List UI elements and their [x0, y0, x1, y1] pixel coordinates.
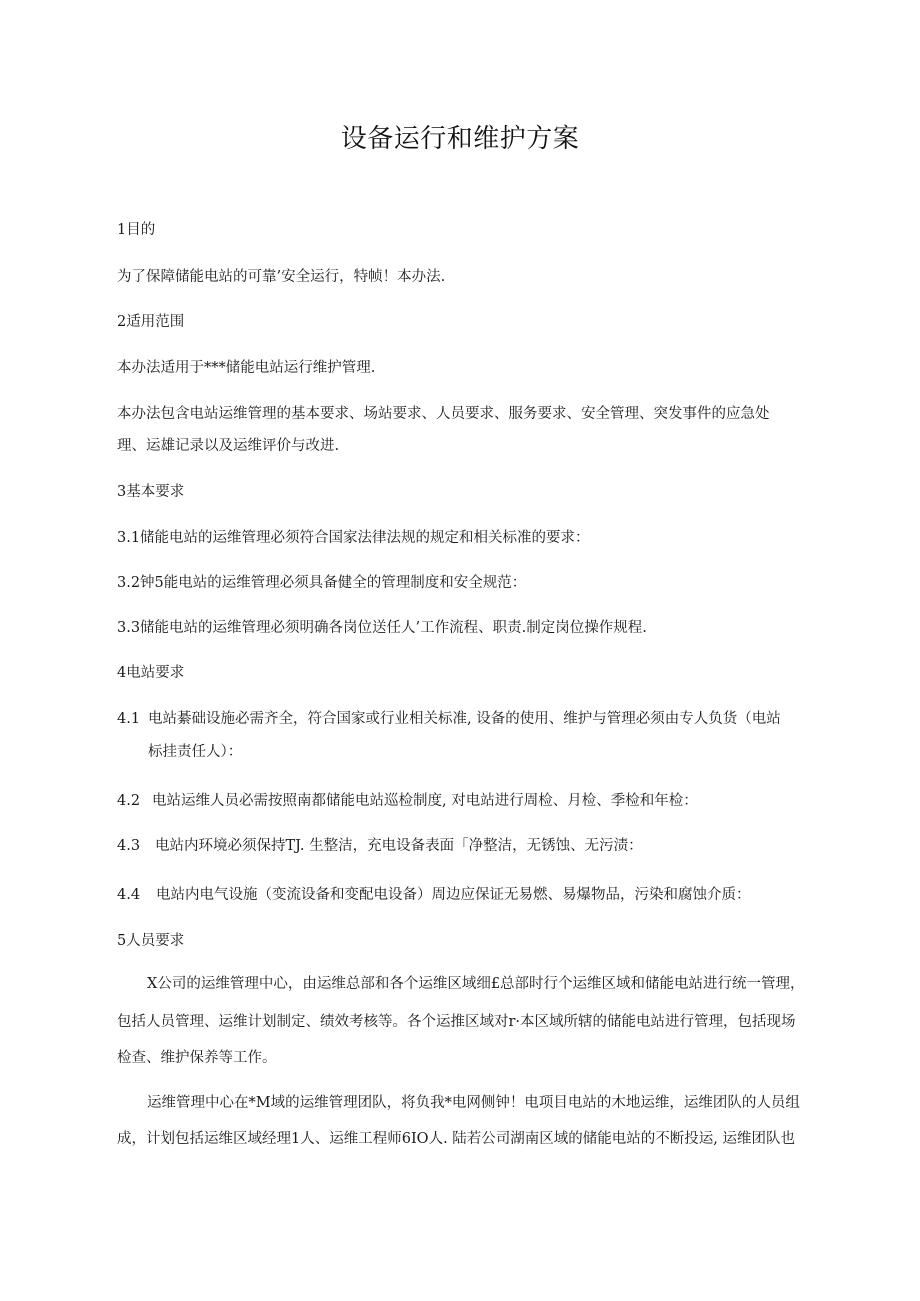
section-5-heading: 5人员要求	[117, 933, 185, 949]
section-5-paragraph-2-line-2: 成，计划包括运维区域经理1人、运维工程师6IO人. 陆若公司湖南区域的储能电站的不断投运, 运维团队也	[117, 1131, 795, 1147]
section-4-2-text: 电站运维人员必需按照南都储能电站巡检制度, 对电站进行周检、月检、季检和年检：	[152, 793, 698, 809]
section-5-paragraph-1-line-1: X公司的运维管理中心，由运维总部和各个运维区域细£总部时行个运维区域和储能电站进行统一管理，	[147, 976, 805, 992]
section-3-heading: 3基本要求	[117, 484, 185, 500]
section-4-1-line-1: 电站綦础设施必需齐全，符合国家或行业相关标准, 设备的使用、维护与管理必须由专人负货（电站	[148, 711, 781, 727]
section-4-1-line-2: 标挂责任人）：	[148, 744, 243, 760]
section-4-4-number: 4.4	[117, 887, 141, 903]
section-4-3-text: 电站内环境必须保持TJ. 生整洁，充电设备表面「净整洁，无锈蚀、无污渍：	[155, 838, 643, 854]
page-title: 设备运行和维护方案	[340, 124, 580, 154]
section-1-heading: 1目的	[117, 222, 156, 238]
section-3-1: 3.1储能电站的运维管理必须符合国家法律法规的规定和相关标准的要求：	[117, 530, 590, 546]
section-4-3-number: 4.3	[117, 838, 141, 854]
section-3-2: 3.2钟5能电站的运维管理必须具备健全的管理制度和安全规范：	[117, 575, 527, 591]
section-4-1-number: 4.1	[117, 711, 141, 727]
section-4-heading: 4电站要求	[117, 665, 185, 681]
section-5-paragraph-1-line-3: 检查、维护保养等工作。	[117, 1050, 277, 1066]
section-5-paragraph-2-line-1: 运维管理中心在*M域的运维管理团队，将负我*电网侧钟！电项目电站的木地运维，运维团队的人员组	[147, 1095, 800, 1111]
section-4-4-text: 电站内电气设施（变流设备和变配电设备）周边应保证无易燃、易爆物品，污染和腐蚀介质：	[156, 887, 751, 903]
section-2-paragraph-1: 本办法适用于***储能电站运行维护管理.	[117, 360, 376, 376]
section-2-paragraph-2-line-2: 理、运雄记录以及运维评价与改进.	[117, 438, 340, 454]
section-5-paragraph-1-line-2: 包括人员管理、运维计划制定、绩效考核等。各个运推区域对r·本区域所辖的储能电站进行管理，包括现场	[117, 1014, 796, 1030]
section-2-heading: 2适用范围	[117, 314, 185, 330]
section-2-paragraph-2-line-1: 本办法包含电站运维管理的基本要求、场站要求、人员要求、服务要求、安全管理、突发事件的应急处	[117, 406, 770, 422]
section-1-paragraph: 为了保障储能电站的可靠’安全运行，特帧！本办法.	[117, 269, 446, 285]
section-4-2-number: 4.2	[117, 793, 141, 809]
section-3-3: 3.3储能电站的运维管理必须明确各岗位送任人’工作流程、职责.制定岗位操作规程.	[117, 620, 647, 636]
